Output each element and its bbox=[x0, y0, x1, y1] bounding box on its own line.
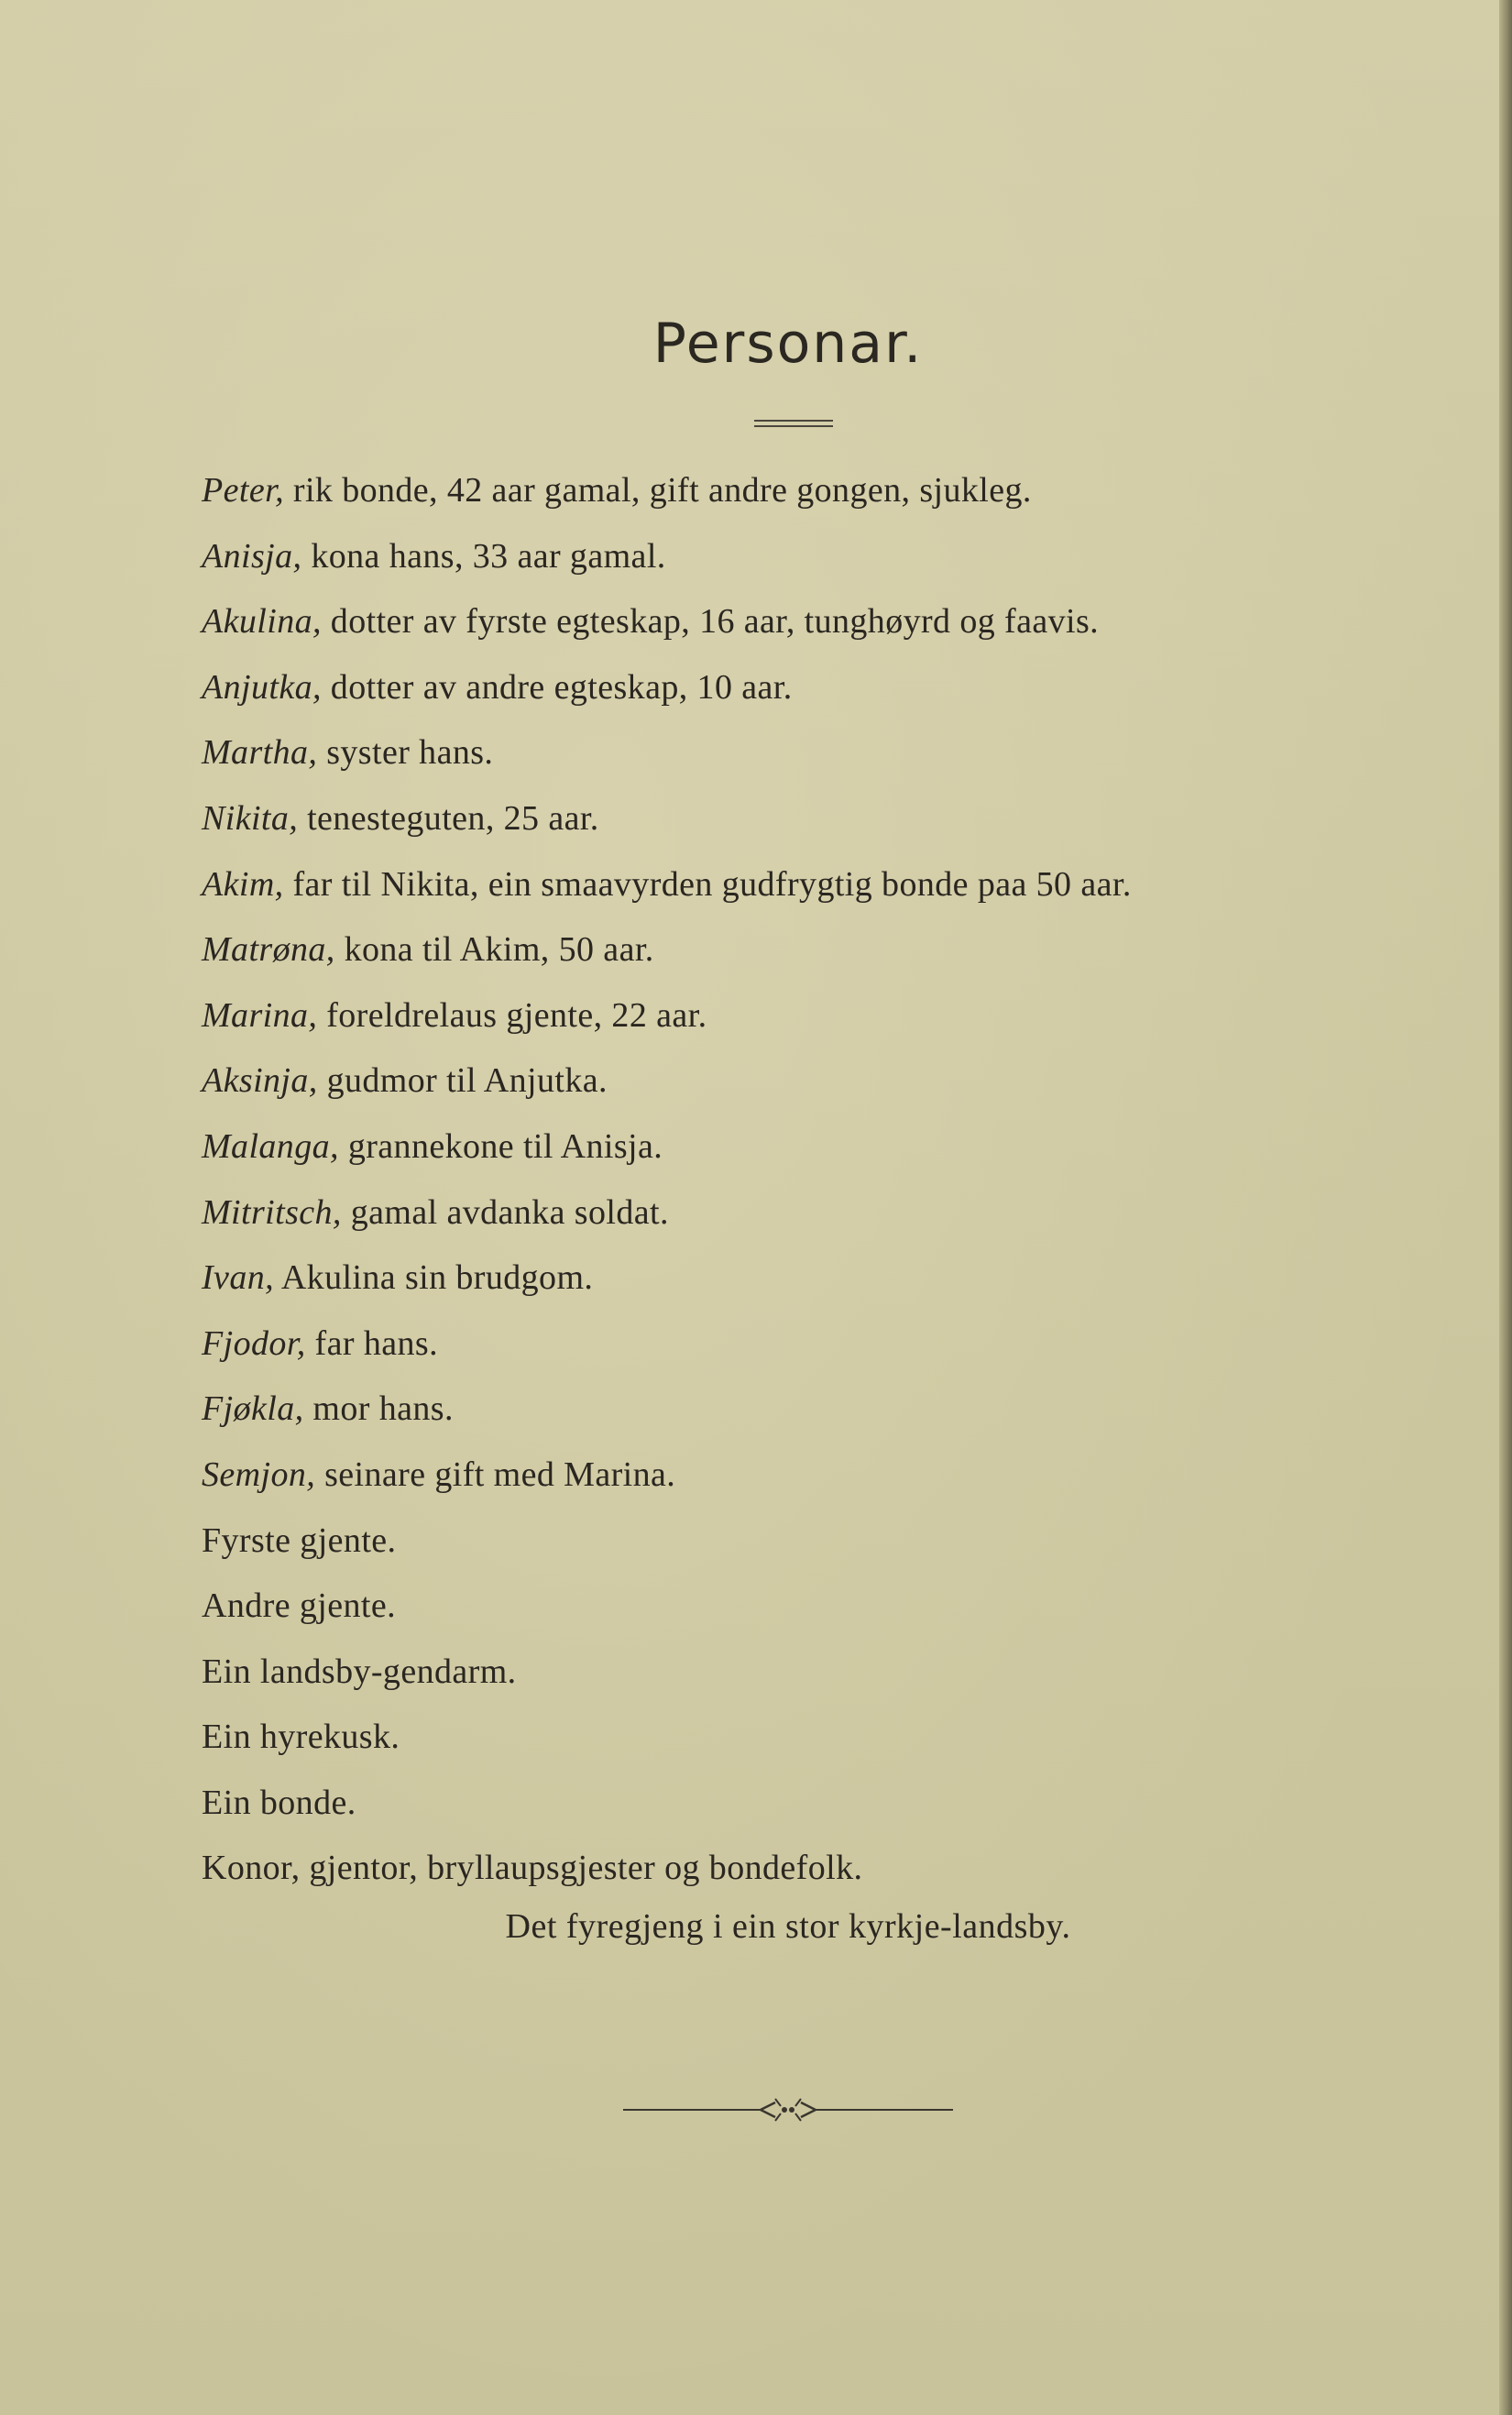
character-name: Anjutka, bbox=[202, 667, 322, 707]
character-description: mor hans. bbox=[303, 1389, 454, 1429]
character-list bbox=[202, 458, 1132, 1902]
character-entry bbox=[202, 458, 1132, 524]
character-name: Ivan, bbox=[202, 1258, 275, 1298]
character-entry bbox=[202, 917, 1132, 983]
character-name: Fjøkla, bbox=[202, 1389, 304, 1429]
character-description: grannekone til Anisja. bbox=[338, 1126, 663, 1166]
character-name: Matrøna, bbox=[202, 930, 335, 970]
character-entry bbox=[202, 589, 1132, 655]
character-entry bbox=[202, 1640, 1132, 1706]
page-title: Personar. bbox=[652, 312, 924, 376]
character-name: Malanga, bbox=[202, 1126, 339, 1166]
character-name: Semjon, bbox=[202, 1454, 316, 1494]
character-description: Akulina sin brudgom. bbox=[274, 1258, 594, 1298]
character-description: foreldrelaus gjente, 22 aar. bbox=[317, 995, 707, 1035]
character-description: far til Nikita, ein smaavyrden gudfrygtig bonde paa 50 aar. bbox=[283, 864, 1132, 904]
character-entry bbox=[202, 1114, 1132, 1180]
character-description: Ein landsby-gendarm. bbox=[202, 1652, 517, 1691]
character-entry bbox=[202, 1509, 1132, 1575]
character-description: seinare gift med Marina. bbox=[315, 1454, 676, 1494]
character-entry bbox=[202, 852, 1132, 918]
character-description: syster hans. bbox=[317, 733, 494, 773]
character-name: Mitritsch, bbox=[202, 1192, 342, 1232]
character-entry bbox=[202, 1180, 1132, 1246]
character-entry bbox=[202, 983, 1132, 1049]
setting-line: Det fyregjeng i ein stor kyrkje-landsby. bbox=[505, 1907, 1071, 1946]
character-entry bbox=[202, 720, 1132, 786]
character-description: gudmor til Anjutka. bbox=[317, 1061, 608, 1101]
character-description: far hans. bbox=[305, 1323, 438, 1363]
character-name: Martha, bbox=[202, 733, 318, 773]
character-description: Fyrste gjente. bbox=[202, 1520, 397, 1560]
character-entry bbox=[202, 1574, 1132, 1640]
character-description: kona hans, 33 aar gamal. bbox=[301, 536, 666, 576]
character-description: tenesteguten, 25 aar. bbox=[298, 798, 599, 838]
character-description: dotter av fyrste egteskap, 16 aar, tunghøyrd og faavis. bbox=[321, 602, 1100, 642]
character-description: gamal avdanka soldat. bbox=[341, 1192, 669, 1232]
character-name: Akulina, bbox=[202, 602, 322, 642]
character-entry bbox=[202, 1443, 1132, 1509]
character-entry bbox=[202, 655, 1132, 721]
character-description: dotter av andre egteskap, 10 aar. bbox=[321, 667, 793, 707]
character-entry bbox=[202, 1771, 1132, 1837]
character-description: Konor, gjentor, bryllaupsgjester og bondefolk. bbox=[202, 1849, 863, 1888]
character-name: Nikita, bbox=[202, 798, 299, 838]
character-entry bbox=[202, 524, 1132, 590]
character-name: Akim, bbox=[202, 864, 284, 904]
character-description: kona til Akim, 50 aar. bbox=[334, 930, 654, 970]
character-description: Ein bonde. bbox=[202, 1783, 356, 1822]
character-entry bbox=[202, 1705, 1132, 1771]
character-name: Fjodor, bbox=[202, 1323, 306, 1363]
character-name: Anisja, bbox=[202, 536, 302, 576]
character-name: Marina, bbox=[202, 995, 318, 1035]
character-entry bbox=[202, 1048, 1132, 1114]
character-name: Aksinja, bbox=[202, 1061, 318, 1101]
character-name: Peter, bbox=[202, 471, 284, 510]
character-entry bbox=[202, 1836, 1132, 1902]
character-entry bbox=[202, 1246, 1132, 1312]
character-entry bbox=[202, 1312, 1132, 1378]
character-description: rik bonde, 42 aar gamal, gift andre gongen, sjukleg. bbox=[283, 471, 1032, 510]
character-description: Ein hyrekusk. bbox=[202, 1718, 400, 1757]
character-description: Andre gjente. bbox=[202, 1586, 397, 1626]
title-double-rule bbox=[754, 420, 833, 427]
character-entry bbox=[202, 1377, 1132, 1443]
character-entry bbox=[202, 786, 1132, 852]
divider-ornament-icon bbox=[623, 2090, 953, 2130]
